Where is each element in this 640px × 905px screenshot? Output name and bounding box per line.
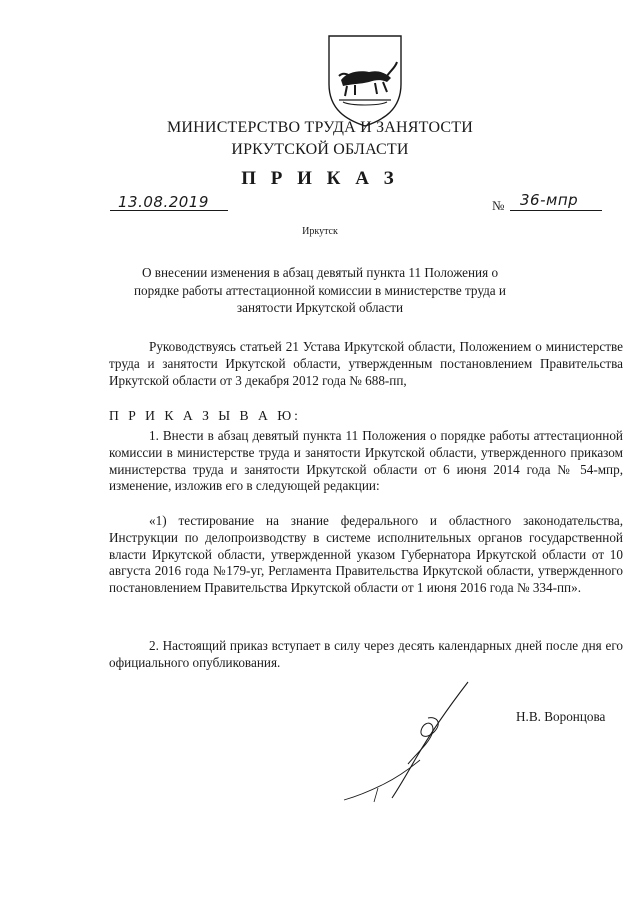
- number-sign: №: [492, 198, 505, 213]
- city-name: Иркутск: [302, 226, 338, 237]
- order-subject: О внесении изменения в абзац девятый пункта 11 Положения о порядке работы аттестационной комиссии в министерстве труда и занятости Иркутской области: [133, 265, 506, 315]
- order-word: П Р И К А З Ы В А Ю:: [109, 408, 301, 423]
- preamble-paragraph: Руководствуясь статьей 21 Устава Иркутской области, Положением о министерстве труда и занятости Иркутской области, утвержденным постановлением Правительства Иркутской области от 3 декабря 2012 года № 688-пп,: [109, 339, 623, 388]
- coat-of-arms-icon: [325, 32, 405, 128]
- ministry-name-line-1: МИНИСТЕРСТВО ТРУДА И ЗАНЯТОСТИ: [167, 119, 473, 136]
- order-item-1: 1. Внести в абзац девятый пункта 11 Положения о порядке работы аттестационной комиссии в министерстве труда и занятости Иркутской области, утвержденного приказом министерства труда и занятости Иркутской области от 6 июня 2014 года № 54-мпр, изменение, изложив его в следующей редакции:: [109, 428, 623, 494]
- handwritten-signature-icon: [338, 678, 478, 808]
- order-item-2: 2. Настоящий приказ вступает в силу через десять календарных дней после дня его официального опубликования.: [109, 638, 623, 670]
- order-number: 36-мпр: [520, 191, 579, 209]
- signer-name: Н.В. Воронцова: [516, 709, 606, 724]
- document-type-title: П Р И К А З: [241, 168, 399, 189]
- order-item-1-quote: «1) тестирование на знание федерального и областного законодательства, Инструкции по делопроизводству в системе исполнительных органов государственной власти Иркутской области, утвержденной указом Губернатора Иркутской области от 10 августа 2016 года №179-уг, Регламента Правительства Иркутской области, утвержденного постановлением Правительства Иркутской области от 1 июня 2016 года № 334-пп».: [109, 513, 623, 596]
- number-underline: [510, 210, 602, 211]
- ministry-name-line-2: ИРКУТСКОЙ ОБЛАСТИ: [231, 141, 409, 158]
- order-date: 13.08.2019: [118, 193, 209, 211]
- date-underline: [110, 210, 228, 211]
